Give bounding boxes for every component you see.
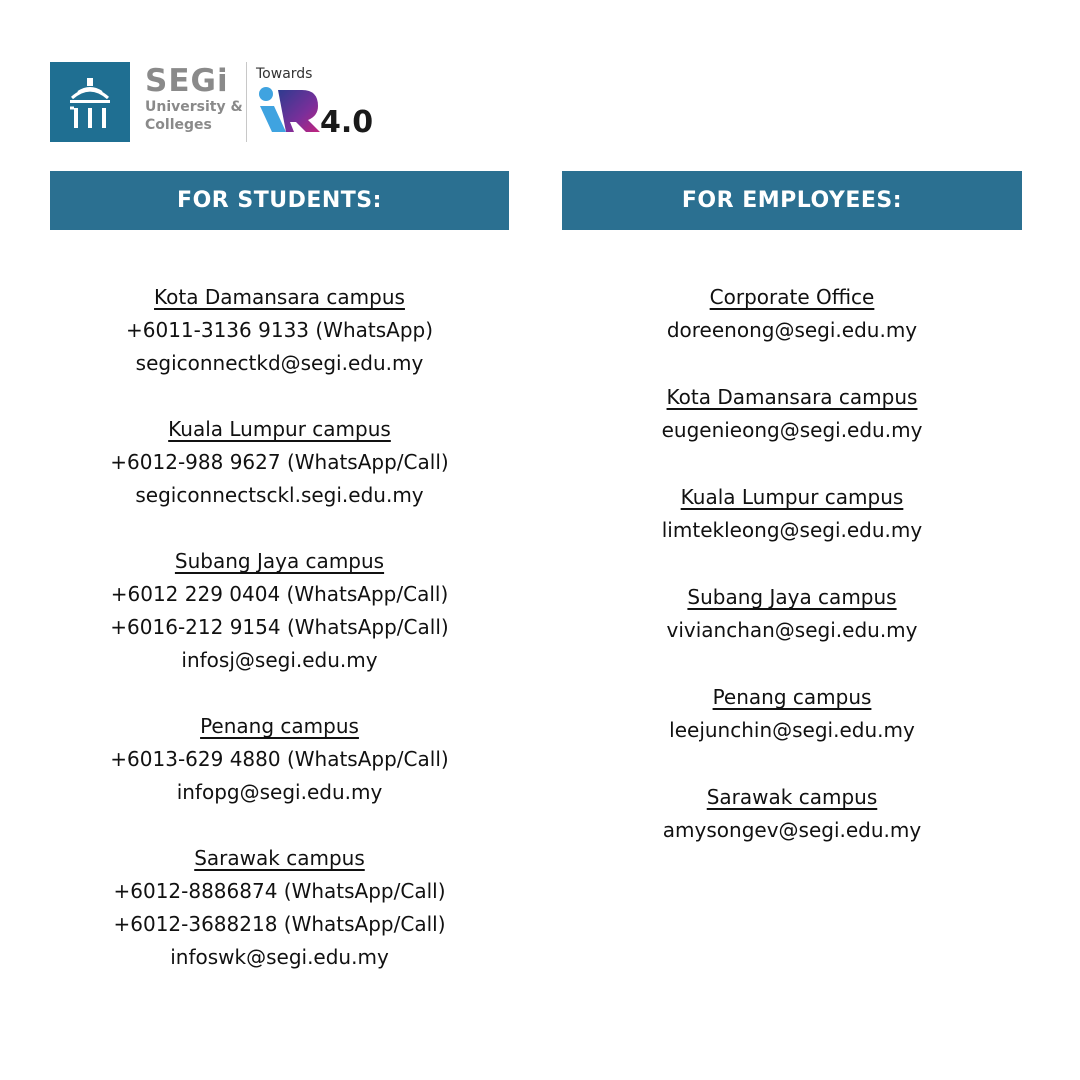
campus-name: Sarawak campus	[706, 785, 878, 809]
student-contact-block	[50, 413, 509, 512]
contact-email: segiconnectkd@segi.edu.my	[135, 351, 424, 375]
contact-phone: +6012-988 9627 (WhatsApp/Call)	[110, 450, 449, 474]
students-header: FOR STUDENTS:	[50, 171, 509, 230]
campus-name: Kota Damansara campus	[154, 285, 405, 309]
contact-phone: +6011-3136 9133 (WhatsApp)	[125, 318, 434, 342]
employee-contact-block	[562, 281, 1022, 347]
contact-email: leejunchin@segi.edu.my	[669, 718, 915, 742]
employees-header: FOR EMPLOYEES:	[562, 171, 1022, 230]
logo-divider	[246, 62, 247, 142]
logo-area	[50, 60, 390, 144]
contact-email: doreenong@segi.edu.my	[666, 318, 918, 342]
contact-email: infosj@segi.edu.my	[181, 648, 378, 672]
employees-contacts	[562, 281, 1022, 881]
contact-phone: +6012-3688218 (WhatsApp/Call)	[113, 912, 446, 936]
campus-name: Kuala Lumpur campus	[680, 485, 904, 509]
contact-phone: +6012-8886874 (WhatsApp/Call)	[113, 879, 446, 903]
contact-email: infoswk@segi.edu.my	[170, 945, 389, 969]
contact-phone: +6012 229 0404 (WhatsApp/Call)	[110, 582, 449, 606]
campus-name: Penang campus	[712, 685, 872, 709]
employee-contact-block	[562, 581, 1022, 647]
employee-contact-block	[562, 481, 1022, 547]
contact-email: infopg@segi.edu.my	[176, 780, 383, 804]
contact-email: amysongev@segi.edu.my	[662, 818, 922, 842]
brand-line-1: University &	[145, 99, 243, 115]
student-contact-block	[50, 710, 509, 809]
student-contact-block	[50, 281, 509, 380]
contact-email: vivianchan@segi.edu.my	[666, 618, 918, 642]
campus-name: Penang campus	[200, 714, 359, 738]
brand-text	[145, 64, 243, 134]
towards-label: Towards	[256, 66, 313, 82]
campus-name: Corporate Office	[709, 285, 875, 309]
brand-line-2: Colleges	[145, 117, 212, 133]
contact-email: limtekleong@segi.edu.my	[661, 518, 923, 542]
employee-contact-block	[562, 781, 1022, 847]
student-contact-block	[50, 842, 509, 974]
campus-name: Subang Jaya campus	[174, 549, 385, 573]
contact-phone: +6016-212 9154 (WhatsApp/Call)	[110, 615, 449, 639]
campus-name: Kota Damansara campus	[666, 385, 918, 409]
segi-emblem-icon	[50, 62, 130, 142]
students-contacts	[50, 281, 509, 1007]
contact-email: eugenieong@segi.edu.my	[661, 418, 923, 442]
campus-name: Subang Jaya campus	[687, 585, 897, 609]
employee-contact-block	[562, 681, 1022, 747]
campus-name: Sarawak campus	[194, 846, 365, 870]
contact-email: segiconnectsckl.segi.edu.my	[135, 483, 424, 507]
student-contact-block	[50, 545, 509, 677]
ir40-logo-icon	[256, 82, 386, 138]
svg-text:4.0: 4.0	[320, 105, 374, 138]
employee-contact-block	[562, 381, 1022, 447]
contact-phone: +6013-629 4880 (WhatsApp/Call)	[110, 747, 449, 771]
brand-name: SEGi	[145, 63, 229, 99]
campus-name: Kuala Lumpur campus	[168, 417, 391, 441]
